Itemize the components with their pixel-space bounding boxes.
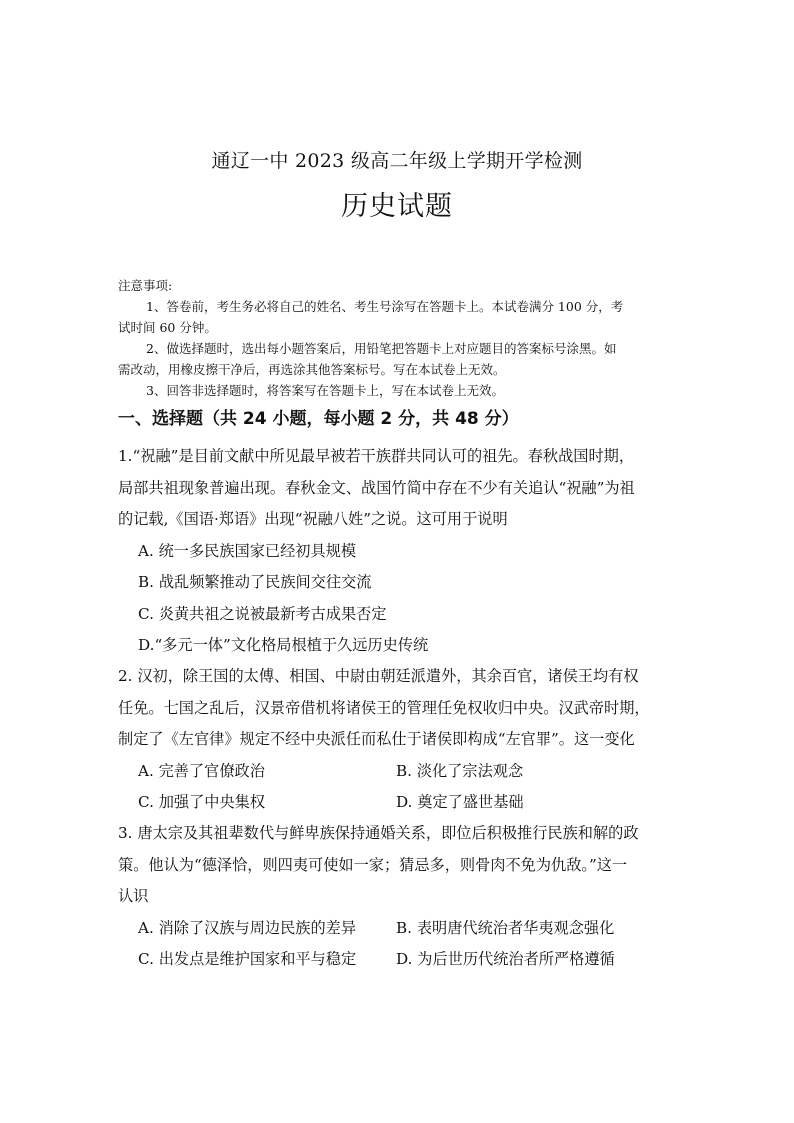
notice-line: 3、回答非选择题时，将答案写在答题卡上，写在本试卷上无效。 [146,383,504,398]
option-c: C. 出发点是维护国家和平与稳定 [138,950,357,968]
option-row [118,913,684,945]
question-1 [118,441,684,662]
question-text: 1.“祝融”是目前文献中所见最早被若干族群共同认可的祖先。春秋战国时期， [118,447,635,465]
notice-line: 需改动，用橡皮擦干净后，再选涂其他答案标号。写在本试卷上无效。 [118,362,506,377]
page-title: 历史试题 [341,191,453,222]
option-b: B. 战乱频繁推动了民族间交往交流 [138,573,372,591]
notice-line: 试时间 60 分钟。 [118,320,217,335]
option-c: C. 炎黄共祖之说被最新考古成果否定 [138,604,387,623]
school-title: 通辽一中 2023 级高二年级上学期开学检测 [211,150,583,172]
option-b: B. 表明唐代统治者华夷观念强化 [396,918,615,937]
question-3 [118,818,684,976]
question-text: 的记载,《国语·郑语》出现“祝融八姓”之说。这可用于说明 [118,510,508,528]
option-c: C. 加强了中央集权 [138,793,266,811]
section-heading: 一、选择题（共 24 小题，每小题 2 分，共 48 分） [118,409,519,429]
question-text: 局部共祖现象普遍出现。春秋金文、战国竹简中存在不少有关追认“祝融”为祖 [118,478,635,497]
question-2 [118,661,684,819]
option-d: D. 奠定了盛世基础 [396,793,524,811]
option-row [118,787,684,819]
question-text: 3. 唐太宗及其祖辈数代与鲜卑族保持通婚关系，即位后积极推行民族和解的政 [118,824,639,842]
question-text: 制定了《左官律》规定不经中央派任而私仕于诸侯即构成“左官罪”。这一变化 [118,730,635,748]
option-d: D.“多元一体”文化格局根植于久远历史传统 [138,636,429,654]
question-text: 2. 汉初，除王国的太傅、相国、中尉由朝廷派遣外，其余百官，诸侯王均有权 [118,667,639,685]
option-d: D. 为后世历代统治者所严格遵循 [396,950,615,968]
option-a: A. 消除了汉族与周边民族的差异 [138,918,357,937]
option-b: B. 淡化了宗法观念 [396,761,524,780]
option-a: A. 完善了官僚政治 [138,761,265,780]
option-row [118,944,684,976]
notice-line: 1、答卷前，考生务必将自己的姓名、考生号涂写在答题卡上。本试卷满分 100 分，考 [146,299,624,314]
question-text: 认识 [118,887,149,905]
option-row [118,756,684,788]
option-a: A. 统一多民族国家已经初具规模 [138,541,357,560]
notice-line: 2、做选择题时，选出每小题答案后，用铅笔把答题卡上对应题目的答案标号涂黑。如 [146,341,617,356]
notice-heading: 注意事项: [118,278,173,293]
notice-block [118,275,684,401]
question-text: 任免。七国之乱后，汉景帝借机将诸侯王的管理任免权收归中央。汉武帝时期， [118,698,650,717]
question-text: 策。他认为“德泽恰，则四夷可使如一家；猜忌多，则骨肉不免为仇敌。”这一 [118,855,628,874]
